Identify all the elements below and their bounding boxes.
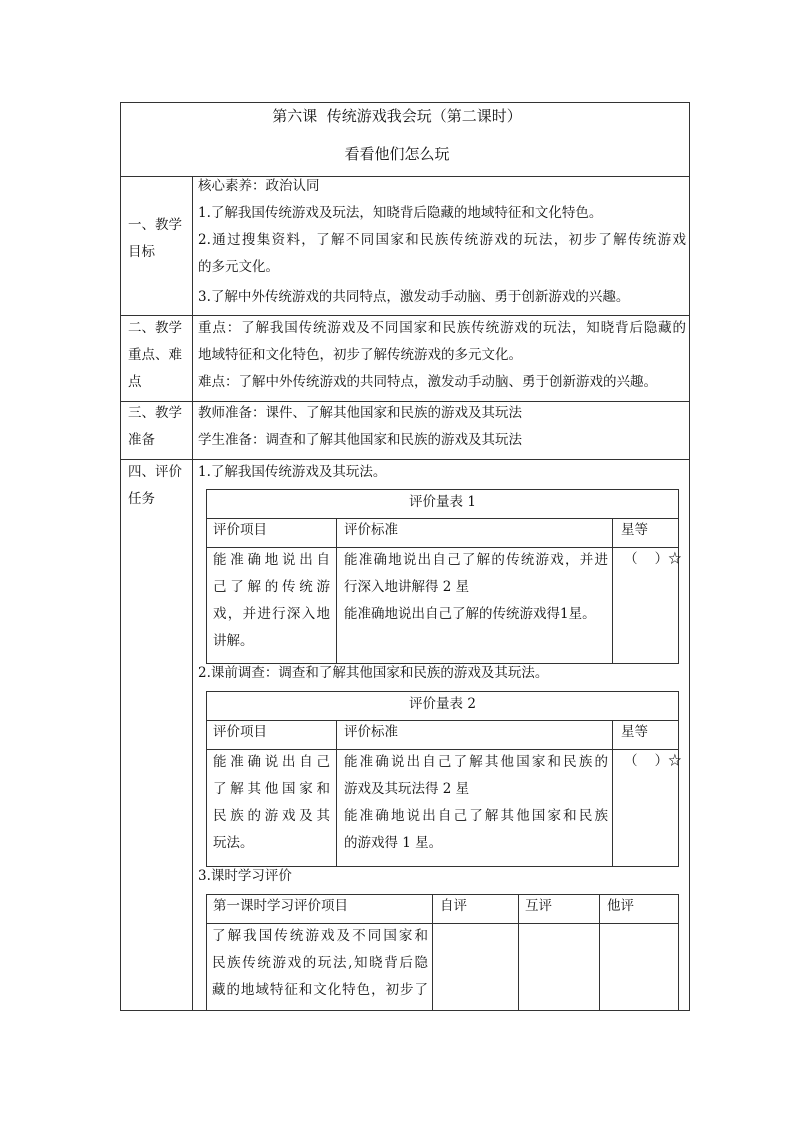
rubric1-criteria-cell — [344, 547, 608, 628]
rubric2-border — [206, 691, 679, 692]
eval-header-other: 他评 — [607, 898, 634, 914]
rubric1-border — [678, 489, 679, 664]
task1-heading: 1.了解我国传统游戏及其玩法。 — [198, 464, 387, 480]
student-prep-line: 学生准备：调查和了解其他国家和民族的游戏及其玩法 — [198, 432, 522, 448]
row2-label — [128, 315, 188, 396]
eval-item-line: 了解我国传统游戏及不同国家和 — [212, 928, 428, 944]
goal-2-line: 2.通过搜集资料，了解不同国家和民族传统游戏的玩法，初步了解传统游戏 — [198, 232, 686, 248]
lesson-title: 第六课 传统游戏我会玩（第二课时） — [272, 107, 522, 125]
core-literacy-line: 核心素养：政治认同 — [198, 178, 320, 194]
teacher-prep-line: 教师准备：课件、了解其他国家和民族的游戏及其玩法 — [198, 405, 522, 421]
outer-right-border — [689, 102, 690, 1011]
rubric1-item-cell — [213, 547, 330, 655]
rubric2-criteria-line: 的游戏得 1 星。 — [344, 835, 443, 851]
row2-label-line: 二、教学 — [128, 320, 182, 336]
rubric1-criteria-line: 能准确地说出自己了解的传统游戏得1星。 — [344, 606, 596, 622]
rubric2-header-rating: 星等 — [621, 724, 648, 740]
rubric2-item-line: 了解其他国家和 — [213, 781, 330, 797]
row3-bottom-border — [120, 459, 690, 460]
rubric2-border — [206, 720, 679, 721]
rubric2-rating: （ ）☆ — [624, 753, 682, 769]
goal-1-line: 1.了解我国传统游戏及玩法，知晓背后隐藏的地域特征和文化特色。 — [198, 205, 603, 221]
task2-heading: 2.课前调查：调查和了解其他国家和民族的游戏及其玩法。 — [198, 665, 549, 681]
rubric1-item-line: 能准确地说出自 — [213, 552, 330, 568]
row1-label — [128, 212, 188, 266]
rubric2-border — [678, 691, 679, 867]
eval-table-border — [678, 894, 679, 1010]
rubric2-border — [336, 720, 337, 867]
rubric1-border — [206, 663, 679, 664]
rubric1-criteria-line: 能准确地说出自己了解的传统游戏，并进 — [344, 552, 608, 568]
eval-item-line: 藏的地域特征和文化特色，初步了 — [212, 982, 428, 998]
outer-left-border — [120, 102, 121, 1011]
rubric2-item-line: 玩法。 — [213, 835, 254, 851]
rubric1-border — [206, 489, 207, 664]
row4-label-line: 四、评价 — [128, 464, 182, 480]
rubric1-item-line: 讲解。 — [213, 633, 254, 649]
rubric1-item-line: 己了解的传统游 — [213, 579, 330, 595]
rubric1-border — [336, 518, 337, 664]
rubric2-border — [612, 720, 613, 867]
outer-top-border — [120, 102, 690, 103]
rubric1-item-line: 戏，并进行深入地 — [213, 606, 330, 622]
rubric2-criteria-line: 能准确地说出自己了解其他国家和民族 — [344, 808, 608, 824]
goal-2-cont-line: 的多元文化。 — [198, 259, 279, 275]
rubric2-header-criteria: 评价标准 — [344, 724, 398, 740]
eval-table-border — [518, 894, 519, 1010]
row2-label-line: 重点、难 — [128, 347, 182, 363]
rubric1-header-criteria: 评价标准 — [344, 522, 398, 538]
eval-table-border — [432, 894, 433, 1010]
rubric2-criteria-line: 能准确说出自己了解其他国家和民族的 — [344, 754, 608, 770]
row3-label — [128, 400, 188, 454]
task3-heading: 3.课时学习评价 — [198, 868, 292, 884]
row2-content — [198, 315, 686, 396]
rubric2-criteria-cell — [344, 749, 608, 857]
rubric1-criteria-line: 行深入地讲解得 2 星 — [344, 579, 470, 595]
rubric1-border — [206, 518, 679, 519]
rubric2-item-line: 民族的游戏及其 — [213, 808, 330, 824]
key-point-line: 重点：了解我国传统游戏及不同国家和民族传统游戏的玩法，知晓背后隐藏的 — [198, 320, 686, 336]
rubric2-title: 评价量表 2 — [409, 696, 476, 712]
row3-content — [198, 400, 686, 454]
rubric1-border — [206, 489, 679, 490]
eval-table-border — [206, 894, 679, 895]
row3-label-line: 准备 — [128, 432, 155, 448]
eval-table-border — [599, 894, 600, 1010]
goal-3-line: 3.了解中外传统游戏的共同特点，激发动手动脑、勇于创新游戏的兴趣。 — [198, 289, 630, 305]
rubric2-item-line: 能准确说出自己 — [213, 754, 330, 770]
eval-header-item: 第一课时学习评价项目 — [213, 898, 348, 914]
rubric1-header-item: 评价项目 — [213, 522, 267, 538]
eval-header-self: 自评 — [440, 898, 467, 914]
row4-label — [128, 459, 188, 513]
row4-label-line: 任务 — [128, 491, 155, 507]
eval-header-peer: 互评 — [525, 898, 552, 914]
difficulty-line: 难点：了解中外传统游戏的共同特点，激发动手动脑、勇于创新游戏的兴趣。 — [198, 374, 657, 390]
row3-label-line: 三、教学 — [128, 405, 182, 421]
rubric2-border — [206, 866, 679, 867]
lesson-subtitle: 看看他们怎么玩 — [344, 145, 450, 163]
rubric2-header-item: 评价项目 — [213, 724, 267, 740]
outer-bottom-border — [120, 1010, 690, 1011]
rubric2-criteria-line: 游戏及其玩法得 2 星 — [344, 781, 470, 797]
row1-label-line: 一、教学 — [128, 217, 182, 233]
rubric2-item-cell — [213, 749, 330, 857]
row2-label-line: 点 — [128, 374, 142, 390]
rubric2-border — [206, 691, 207, 867]
eval-item-cell — [212, 923, 428, 1004]
rubric1-border — [612, 518, 613, 664]
row1-content — [198, 173, 686, 311]
eval-item-line: 民族传统游戏的玩法,知晓背后隐 — [212, 955, 428, 971]
rubric1-title: 评价量表 1 — [409, 494, 476, 510]
key-point-cont-line: 地域特征和文化特色，初步了解传统游戏的多元文化。 — [198, 347, 522, 363]
rubric1-rating: （ ）☆ — [624, 551, 682, 567]
eval-table-border — [206, 894, 207, 1010]
row1-label-line: 目标 — [128, 244, 155, 260]
rubric1-header-rating: 星等 — [621, 522, 648, 538]
label-column-divider — [192, 176, 193, 1011]
